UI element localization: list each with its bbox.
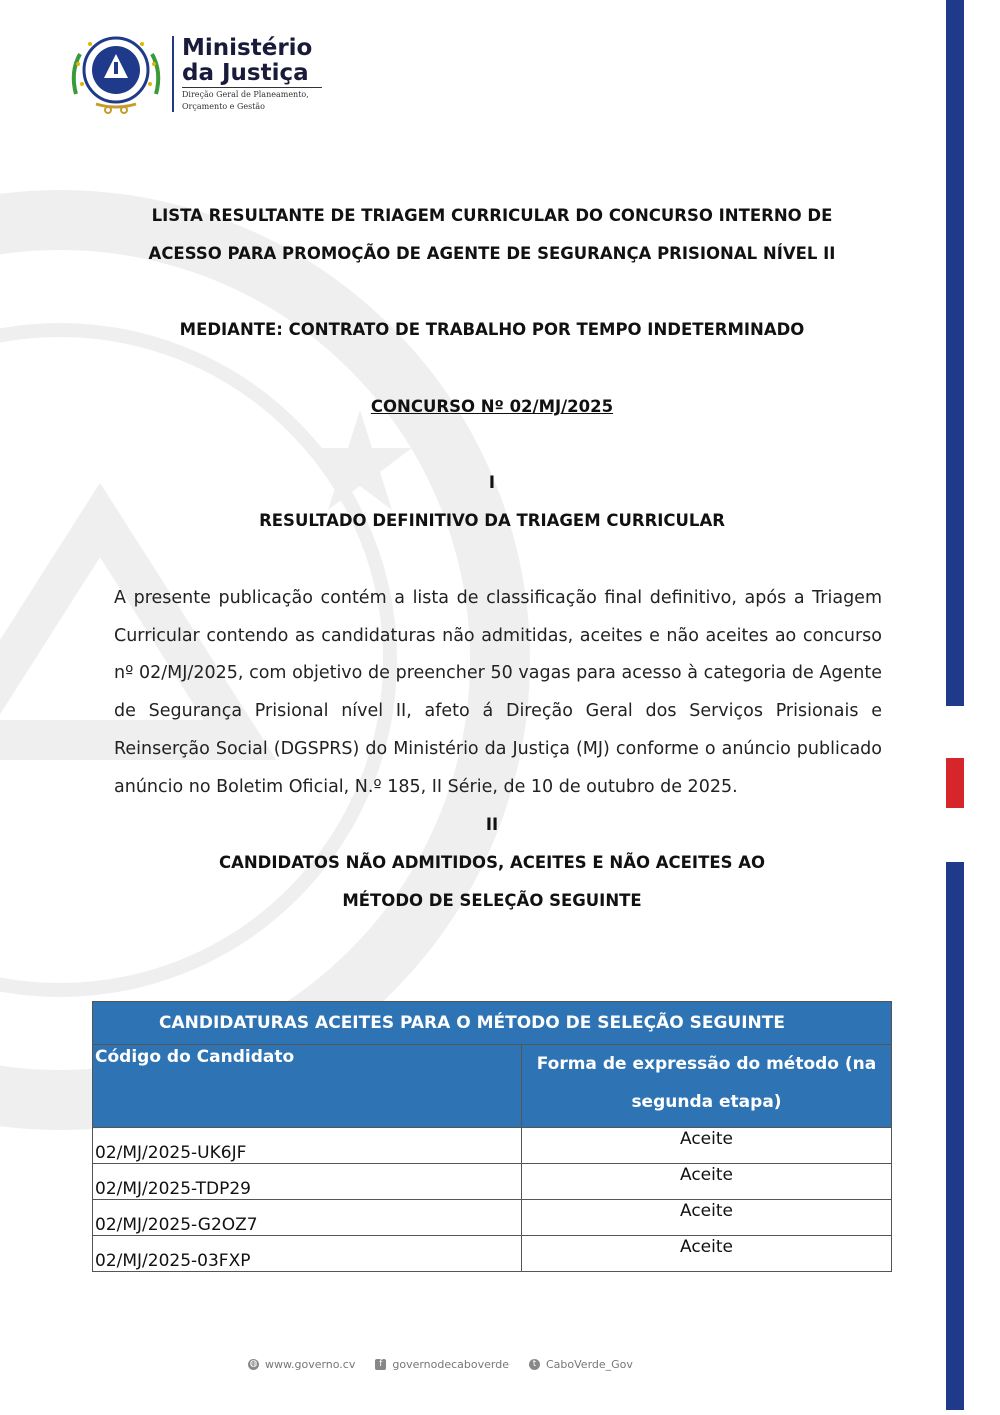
footer-twitter[interactable]: CaboVerde_Gov [546, 1358, 633, 1371]
column-header-code: Código do Candidato [93, 1045, 522, 1128]
footer-website[interactable]: www.governo.cv [265, 1358, 356, 1371]
footer [248, 1358, 633, 1371]
brand-sub2: Orçamento e Gestão [182, 102, 265, 111]
candidate-result: Aceite [522, 1200, 892, 1236]
table-row [93, 1236, 892, 1272]
brand-line1: Ministério [182, 35, 313, 61]
candidate-code: 02/MJ/2025-G2OZ7 [93, 1200, 522, 1236]
candidate-code: 02/MJ/2025-TDP29 [93, 1164, 522, 1200]
table-row [93, 1164, 892, 1200]
section-number-1: I [488, 473, 496, 492]
table-title: CANDIDATURAS ACEITES PARA O MÉTODO DE SELEÇÃO SEGUINTE [93, 1002, 892, 1045]
section-heading-1: RESULTADO DEFINITIVO DA TRIAGEM CURRICULAR [259, 511, 725, 530]
table-header-row [93, 1045, 892, 1128]
candidate-code: 02/MJ/2025-03FXP [93, 1236, 522, 1272]
brand-divider [182, 87, 322, 88]
candidates-table [92, 1001, 892, 1272]
title-line1: LISTA RESULTANTE DE TRIAGEM CURRICULAR DO CONCURSO INTERNO DE [151, 206, 833, 225]
table-row [93, 1200, 892, 1236]
side-bar-blue-bottom [946, 862, 964, 1410]
coat-of-arms-logo [66, 32, 166, 116]
contract-type: MEDIANTE: CONTRATO DE TRABALHO POR TEMPO INDETERMINADO [179, 320, 805, 339]
globe-icon: ◍ [249, 1359, 258, 1369]
concurso-number: CONCURSO Nº 02/MJ/2025 [370, 397, 614, 416]
facebook-icon: f [375, 1359, 386, 1370]
section-heading-2-line1: CANDIDATOS NÃO ADMITIDOS, ACEITES E NÃO ACEITES AO [218, 853, 766, 872]
side-bar-blue-top [946, 0, 964, 706]
side-bar-red [946, 758, 964, 808]
section-heading-2-line2: MÉTODO DE SELEÇÃO SEGUINTE [342, 891, 642, 910]
brand-sub1: Direção Geral de Planeamento, [182, 90, 309, 99]
table-title-row [93, 1002, 892, 1045]
candidate-code: 02/MJ/2025-UK6JF [93, 1128, 522, 1164]
footer-facebook[interactable]: governodecaboverde [392, 1358, 509, 1371]
section-number-2: II [485, 815, 499, 834]
brand-line2: da Justiça [182, 60, 309, 86]
candidate-result: Aceite [522, 1164, 892, 1200]
section-paragraph: A presente publicação contém a lista de classificação final definitivo, após a Triagem Curricular contendo as candidaturas não admitidas, aceites e não aceites ao concurso nº 02/MJ/2025, com objetivo de preencher 50 vagas para acesso à categoria de Agente de Segurança Prisional nível II, afeto á Direção Geral dos Serviços Prisionais e Reinserção Social (DGSPRS) do Ministério da Justiça (MJ) conforme o anúncio publicado anúncio no Boletim Oficial, N.º 185, II Série, de 10 de outubro de 2025. [114, 588, 882, 797]
twitter-icon: t [529, 1359, 540, 1370]
candidate-result: Aceite [522, 1128, 892, 1164]
candidate-result: Aceite [522, 1236, 892, 1272]
title-line2: ACESSO PARA PROMOÇÃO DE AGENTE DE SEGURANÇA PRISIONAL NÍVEL II [148, 244, 836, 263]
table-row [93, 1128, 892, 1164]
column-header-method: Forma de expressão do método (na segunda etapa) [522, 1045, 892, 1128]
ministry-brand [172, 36, 322, 112]
